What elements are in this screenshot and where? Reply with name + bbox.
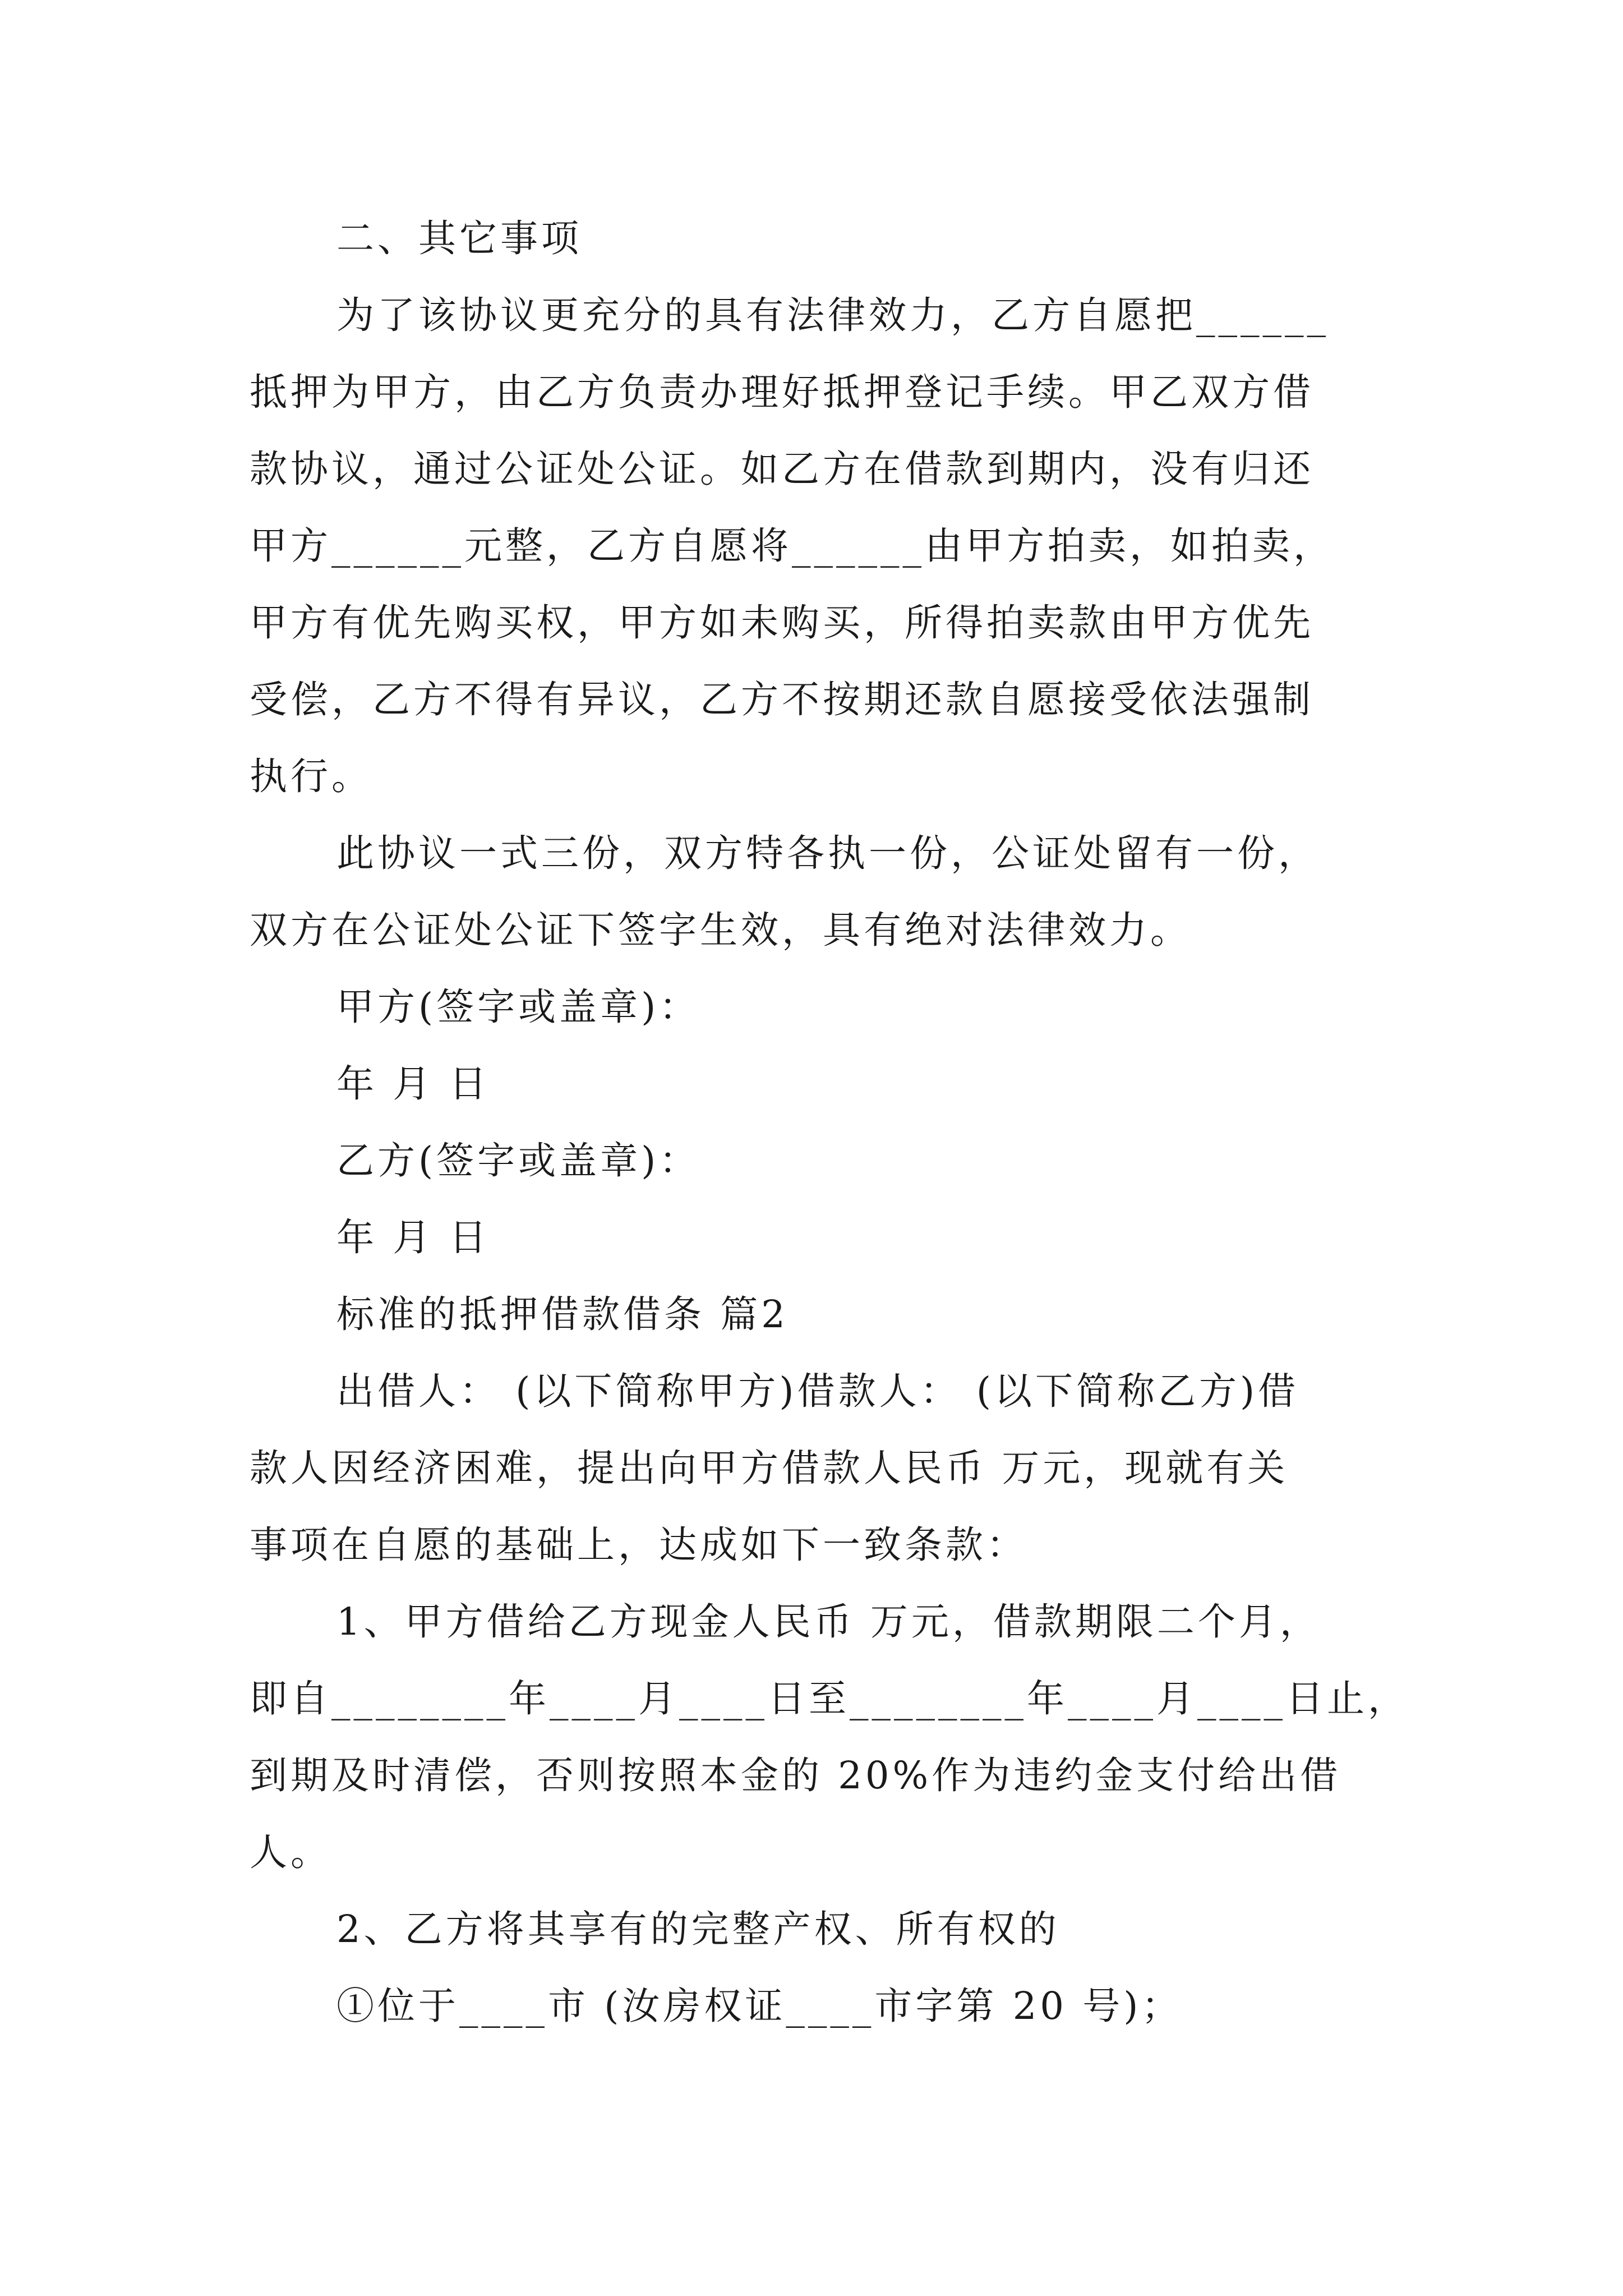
clause-line: 2、乙方将其享有的完整产权、所有权的: [336, 1907, 1060, 1951]
paragraph-line: 为了该协议更充分的具有法律效力，乙方自愿把______: [336, 293, 1329, 337]
party-a-signature-label: 甲方(签字或盖章)：: [336, 985, 700, 1029]
clause-line: 人。: [250, 1830, 331, 1874]
clause-line: 即自________年____月____日至________年____月____日止，: [250, 1677, 1409, 1720]
section-heading: 二、其它事项: [336, 217, 582, 260]
paragraph-line: 甲方有优先购买权，甲方如未购买，所得拍卖款由甲方优先: [250, 601, 1314, 645]
clause-line: 1、甲方借给乙方现金人民币 万元，借款期限二个月，: [336, 1600, 1321, 1644]
paragraph-line: 事项在自愿的基础上，达成如下一致条款：: [250, 1523, 1027, 1567]
clause-line: ①位于____市 (汝房权证____市字第 20 号)；: [336, 1984, 1183, 2028]
paragraph-line: 甲方______元整，乙方自愿将______由甲方拍卖，如拍卖，: [250, 524, 1334, 568]
date-line: 年 月 日: [336, 1062, 490, 1106]
date-line: 年 月 日: [336, 1216, 490, 1259]
paragraph-line: 执行。: [250, 754, 372, 798]
paragraph-line: 受偿，乙方不得有异议，乙方不按期还款自愿接受依法强制: [250, 678, 1314, 721]
paragraph-line: 出借人： (以下简称甲方)借款人： (以下简称乙方)借: [336, 1369, 1299, 1413]
party-b-signature-label: 乙方(签字或盖章)：: [336, 1139, 700, 1182]
paragraph-line: 双方在公证处公证下签字生效，具有绝对法律效力。: [250, 908, 1191, 952]
paragraph-line: 此协议一式三份，双方特各执一份，公证处留有一份，: [336, 831, 1319, 875]
section-title: 标准的抵押借款借条 篇2: [336, 1292, 789, 1336]
paragraph-line: 款人因经济困难，提出向甲方借款人民币 万元，现就有关: [250, 1446, 1289, 1490]
paragraph-line: 款协议，通过公证处公证。如乙方在借款到期内，没有归还: [250, 447, 1314, 491]
paragraph-line: 抵押为甲方，由乙方负责办理好抵押登记手续。甲乙双方借: [250, 370, 1314, 414]
clause-line: 到期及时清偿，否则按照本金的 20%作为违约金支付给出借: [250, 1754, 1341, 1797]
